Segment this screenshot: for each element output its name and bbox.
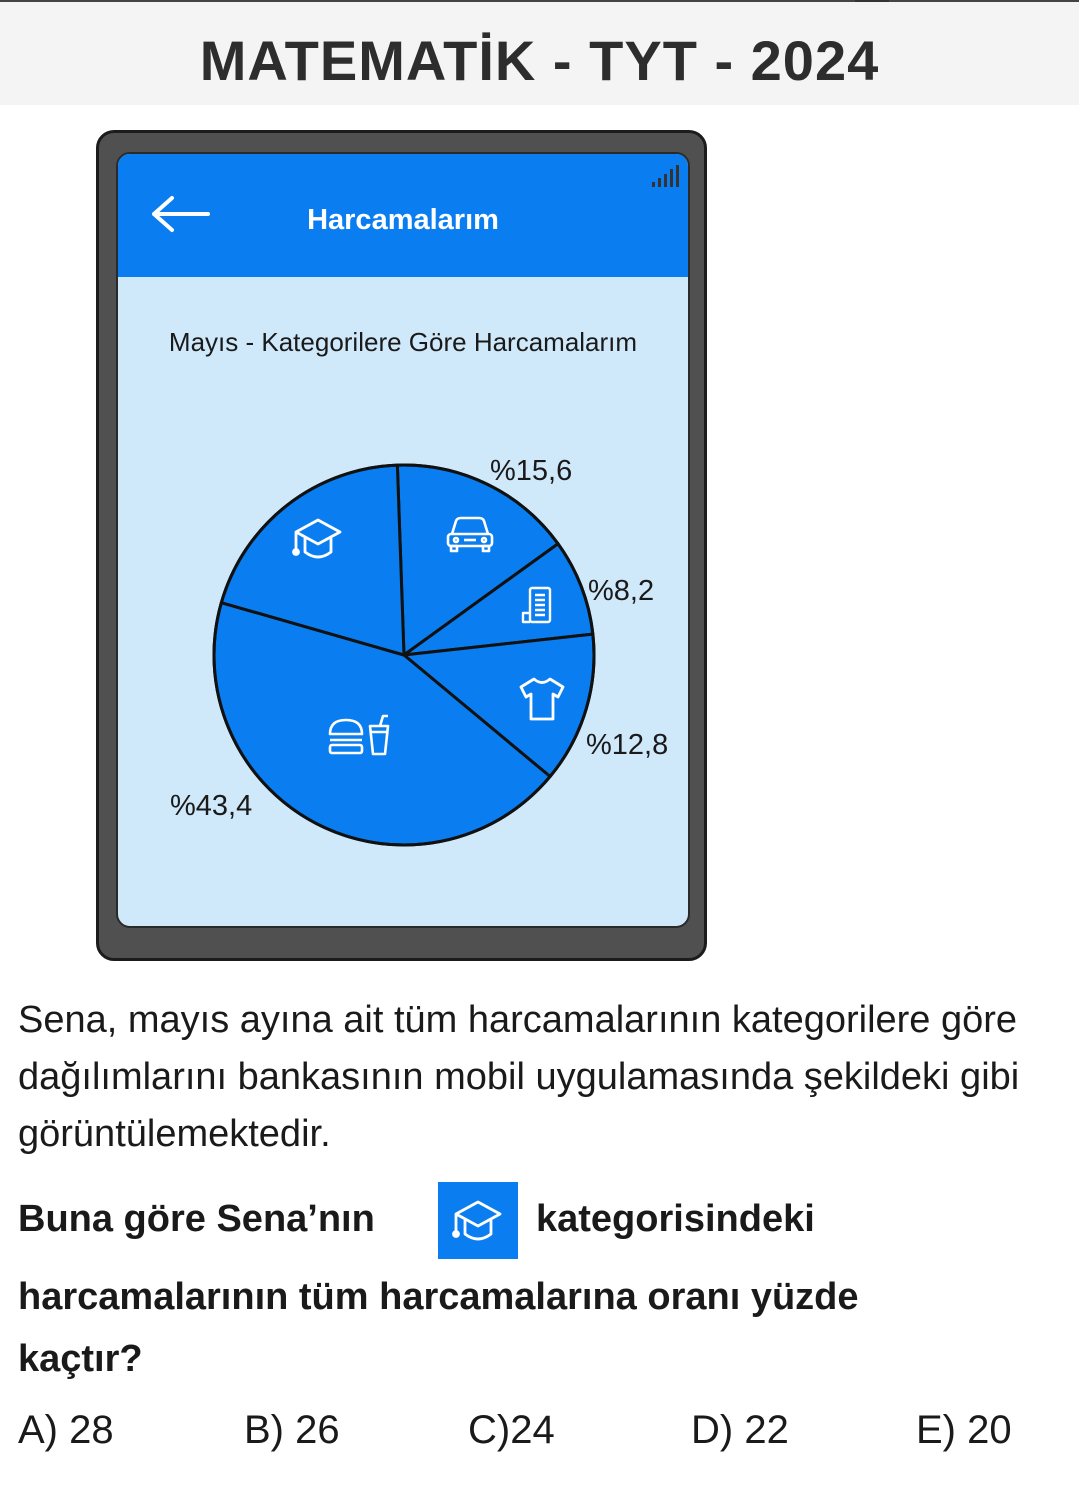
category-icon-box xyxy=(438,1182,518,1259)
option-d[interactable]: D) 22 xyxy=(691,1408,789,1452)
graduation-cap-icon xyxy=(438,1182,518,1259)
option-b[interactable]: B) 26 xyxy=(244,1408,340,1452)
slice-label-bill: %8,2 xyxy=(588,575,655,607)
question-paragraph: Sena, mayıs ayına ait tüm harcamalarının kategorilere göre dağılımlarını bankasının mobil uygulamasında şekildeki gibi görüntülemektedir. xyxy=(18,999,1020,1155)
page-title: MATEMATİK - TYT - 2024 xyxy=(199,29,880,92)
slice-label-car: %15,6 xyxy=(490,455,573,487)
slice-label-food: %43,4 xyxy=(170,790,253,822)
slice-label-tshirt: %12,8 xyxy=(586,729,669,761)
option-a[interactable]: A) 28 xyxy=(18,1408,114,1452)
question-line3: kaçtır? xyxy=(18,1338,143,1380)
question-line1-after: kategorisindeki xyxy=(536,1198,815,1240)
option-e[interactable]: E) 20 xyxy=(916,1408,1012,1452)
question-line2: harcamalarının tüm harcamalarına oranı yüzde xyxy=(18,1276,859,1318)
chart-title: Mayıs - Kategorilere Göre Harcamalarım xyxy=(168,327,638,357)
answer-options xyxy=(18,1408,1068,1458)
option-c[interactable]: C)24 xyxy=(468,1408,555,1452)
app-title: Harcamalarım xyxy=(307,204,499,236)
question-line1-before: Buna göre Sena’nın xyxy=(18,1198,375,1240)
